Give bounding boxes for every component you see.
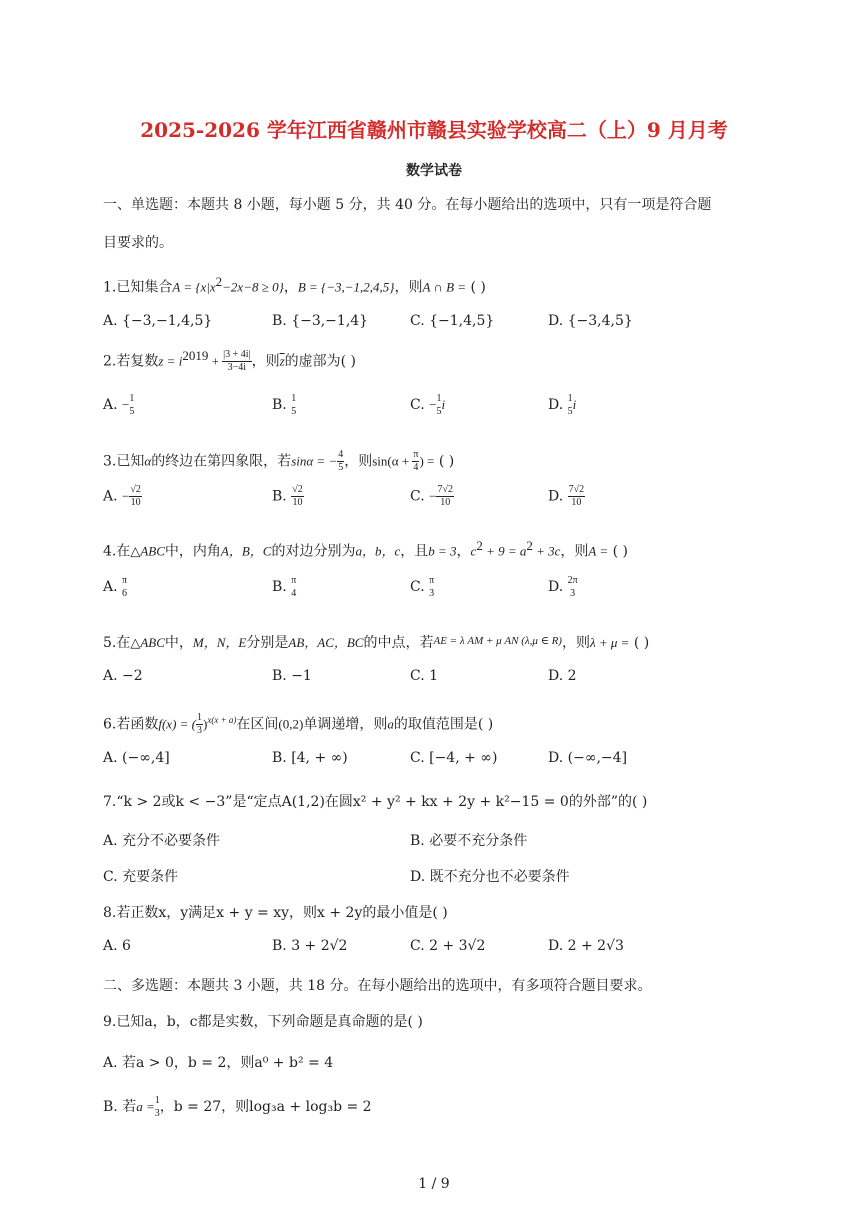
q3-a-den: 10 <box>130 497 141 508</box>
q4-expr: A = <box>588 543 609 559</box>
q6-interval: (0,2) <box>278 716 304 732</box>
q3-b-frac <box>291 484 304 509</box>
q1-expr: A ∩ B = <box>422 279 467 295</box>
q4-option-c <box>410 574 434 600</box>
q9-b-pre: B. 若 <box>103 1099 137 1115</box>
q2-option-b <box>272 392 296 418</box>
q2-z: z = i <box>158 353 183 369</box>
q4-eq: c <box>470 543 477 559</box>
q3-b-num: √2 <box>292 484 303 495</box>
q9-b-a: a = <box>136 1099 155 1114</box>
q1-sep: ， <box>283 279 298 296</box>
q3-d-frac <box>568 484 586 509</box>
q2-exp: 2019 <box>182 348 209 363</box>
q4-c-num: π <box>429 575 435 586</box>
q7-option-d: D. 既不充分也不必要条件 <box>410 869 570 885</box>
q2-c-i: i <box>441 397 446 412</box>
q6-mid: 在区间 <box>236 716 279 733</box>
page-subtitle: 数学试卷 <box>406 163 462 179</box>
q2-then: ，则 <box>251 353 280 370</box>
q4-d-num: 2π <box>567 575 578 586</box>
q6-frac <box>196 712 203 737</box>
q2-c-den: 5 <box>436 406 442 417</box>
q3-option-b <box>272 484 304 509</box>
q1-option-a: A. {−3,−1,4,5} <box>103 313 213 329</box>
q4-a-den: 6 <box>122 588 128 599</box>
q6-mid2: 单调递增，则 <box>303 716 388 733</box>
q2-den: 3−4i <box>227 362 247 374</box>
q8-option-d: D. 2 + 2√3 <box>548 938 624 954</box>
q4-paren: ( ) <box>608 543 628 560</box>
q3-prefix: 3.已知 <box>103 453 145 470</box>
q5-points: M，N，E <box>192 635 247 650</box>
q3-den: 5 <box>338 462 344 473</box>
q4-prefix: 4.在 <box>103 543 131 560</box>
q4-then: ，则 <box>560 543 589 560</box>
q6-den: 3 <box>197 725 203 736</box>
q4-b-num: π <box>291 575 297 586</box>
q2-option-d <box>548 392 576 418</box>
q4-option-d <box>548 574 578 600</box>
section-2-heading: 二、多选题：本题共 3 小题，共 18 分。在每小题给出的选项中，有多项符合题目要求。 <box>103 978 652 994</box>
question-6 <box>103 712 493 737</box>
q3-a-frac <box>129 484 142 509</box>
q3-close: ) = <box>419 453 435 469</box>
question-1 <box>103 274 486 297</box>
q1-set-a: A = {x|x <box>172 279 216 295</box>
q7-option-b: B. 必要不充分条件 <box>410 833 528 849</box>
q6-tail: 的取值范围是( ) <box>393 716 494 733</box>
q3-c-frac <box>436 484 454 509</box>
q9-b-post: ，b = 27，则log₃a + log₃b = 2 <box>159 1099 372 1115</box>
q9-option-b <box>103 1094 372 1120</box>
q2-prefix: 2.若复数 <box>103 353 159 370</box>
q8-option-a: A. 6 <box>103 938 131 954</box>
q4-b-den: 4 <box>291 588 297 599</box>
page-number: 1 / 9 <box>418 1176 450 1192</box>
q5-triangle: △ABC <box>130 635 165 650</box>
q3-expr: sin(α + <box>372 453 413 469</box>
q1-option-d: D. {−3,4,5} <box>548 313 633 329</box>
question-7: 7.“k > 2或k < −3”是“定点A(1,2)在圆x² + y² + kx + 2y + k²−15 = 0的外部”的( ) <box>103 794 648 810</box>
question-3 <box>103 449 454 474</box>
q4-a-label: A. <box>103 579 118 595</box>
q9-option-a: A. 若a > 0，b = 2，则a⁰ + b² = 4 <box>103 1055 334 1071</box>
q5-then: ，则 <box>561 635 590 651</box>
q7-option-c: C. 充要条件 <box>103 869 179 885</box>
q2-fraction <box>222 349 251 374</box>
q4-sup1: 2 <box>476 538 483 553</box>
q3-pnum: π <box>413 449 419 460</box>
q2-zbar: $\overline{z}$ <box>279 353 285 369</box>
q5-expr: λ + μ = <box>589 635 630 650</box>
q7-option-a: A. 充分不必要条件 <box>103 833 221 849</box>
q2-b-frac <box>291 392 296 418</box>
question-5 <box>103 632 649 652</box>
q3-num: 4 <box>338 449 344 460</box>
q3-c-den: 10 <box>440 497 451 508</box>
q3-pden: 4 <box>413 462 419 473</box>
q3-mid: 的终边在第四象限，若 <box>151 453 292 470</box>
q4-eq3: + 3c <box>532 543 561 559</box>
q2-c-num: 1 <box>436 393 442 404</box>
q3-d-label: D. <box>548 488 564 505</box>
q4-eq2: + 9 = a <box>482 543 527 559</box>
section-1-heading-line1: 一、单选题：本题共 8 小题，每小题 5 分，共 40 分。在每小题给出的选项中，只有一项是符合题 <box>103 197 712 213</box>
page-title: 2025-2026 学年江西省赣州市赣县实验学校高二（上）9 月月考 <box>140 118 728 142</box>
q6-num: 1 <box>197 712 203 723</box>
q1-then: ，则 <box>394 279 423 296</box>
q4-d-frac <box>568 574 578 600</box>
q3-option-a <box>103 484 142 509</box>
q4-sides: a，b，c <box>355 543 401 559</box>
q3-option-c <box>410 484 454 509</box>
q5-option-d: D. 2 <box>548 668 577 684</box>
q6-f: f(x) = ( <box>158 716 197 732</box>
q5-segments: AB，AC，BC <box>288 635 364 650</box>
q2-num: |3 + 4i| <box>223 349 251 361</box>
q3-then: ，则 <box>344 453 373 470</box>
q5-vector-expr: AE = λ AM + μ AN (λ,μ ∈ R) <box>433 635 562 647</box>
q9-b-den: 3 <box>154 1108 160 1119</box>
q2-c-label: C. <box>410 397 425 413</box>
q8-option-b: B. 3 + 2√2 <box>272 938 348 954</box>
q1-set-a2: −2x−8 ≥ 0} <box>222 279 284 295</box>
q6-prefix: 6.若函数 <box>103 716 159 733</box>
q4-b-frac <box>291 574 296 600</box>
q3-sin: sinα = − <box>291 453 338 469</box>
q2-c-sign: − <box>429 397 437 412</box>
q3-c-sign: − <box>429 488 437 504</box>
q5-paren: ( ) <box>629 635 650 651</box>
q5-mid3: 的中点，若 <box>363 635 434 651</box>
q6-a: a <box>387 716 394 732</box>
q6-option-d: D. (−∞,−4] <box>548 750 628 766</box>
q1-option-c: C. {−1,4,5} <box>410 313 495 329</box>
q3-c-label: C. <box>410 488 425 505</box>
question-2 <box>103 348 356 374</box>
q1-prefix: 1.已知集合 <box>103 279 173 296</box>
q2-d-den: 5 <box>567 406 573 417</box>
q2-d-i: i <box>572 397 577 412</box>
q5-option-c: C. 1 <box>410 668 439 684</box>
q2-a-den: 5 <box>129 406 135 417</box>
q6-close: ) <box>203 716 208 732</box>
q4-d-den: 3 <box>570 588 576 599</box>
q3-c-num: 7√2 <box>437 484 453 495</box>
q4-angles: A，B，C <box>220 543 272 559</box>
q5-mid: 中， <box>164 635 193 651</box>
q3-d-den: 10 <box>571 497 582 508</box>
q1-paren: ( ) <box>466 279 486 296</box>
q9-b-num: 1 <box>154 1095 160 1106</box>
q4-c-frac <box>429 574 434 600</box>
q3-a-label: A. <box>103 488 118 505</box>
q6-option-a: A. (−∞,4] <box>103 750 170 766</box>
q3-option-d <box>548 484 585 509</box>
q4-sup2: 2 <box>526 538 533 553</box>
q3-alpha: α <box>144 453 152 469</box>
q4-c-label: C. <box>410 579 425 595</box>
question-8: 8.若正数x，y满足x + y = xy，则x + 2y的最小值是( ) <box>103 905 448 921</box>
q3-paren: ( ) <box>434 453 455 470</box>
q1-set-b: B = {−3,−1,2,4,5} <box>297 279 395 295</box>
q4-c-den: 3 <box>429 588 435 599</box>
q4-b-label: B. <box>272 579 287 595</box>
q2-a-num: 1 <box>129 393 135 404</box>
q4-option-a <box>103 574 127 600</box>
q4-mid: 中，内角 <box>164 543 221 560</box>
q2-a-frac <box>129 392 134 418</box>
q2-b-label: B. <box>272 397 287 413</box>
q4-d-label: D. <box>548 579 564 595</box>
q3-d-num: 7√2 <box>568 484 585 495</box>
q2-a-label: A. <box>103 397 118 413</box>
q4-b: b = 3 <box>428 543 457 559</box>
q2-d-num: 1 <box>567 393 573 404</box>
q3-a-sign: − <box>122 488 130 504</box>
q2-d-label: D. <box>548 397 564 413</box>
q1-option-b: B. {−3,−1,4} <box>272 313 369 329</box>
q2-a-sign: − <box>122 397 130 412</box>
q4-mid3: ，且 <box>400 543 429 560</box>
q2-b-num: 1 <box>291 393 297 404</box>
q4-sep: ， <box>456 543 471 560</box>
q3-b-label: B. <box>272 488 287 505</box>
q6-option-c: C. [−4, + ∞) <box>410 750 498 766</box>
q6-exp: x(x + a) <box>207 714 237 725</box>
q3-b-den: 10 <box>292 497 303 508</box>
q4-option-b <box>272 574 296 600</box>
q4-mid2: 的对边分别为 <box>271 543 356 560</box>
question-4 <box>103 538 628 561</box>
q4-a-num: π <box>122 575 128 586</box>
q2-option-a <box>103 392 134 418</box>
q3-a-num: √2 <box>130 484 141 495</box>
q5-option-a: A. −2 <box>103 668 143 684</box>
q4-a-frac <box>122 574 127 600</box>
q5-prefix: 5.在 <box>103 635 131 651</box>
question-9: 9.已知a，b，c都是实数，下列命题是真命题的是( ) <box>103 1014 423 1030</box>
q8-option-c: C. 2 + 3√2 <box>410 938 486 954</box>
q2-option-c <box>410 392 445 418</box>
q2-b-den: 5 <box>291 406 297 417</box>
section-1-heading-line2: 目要求的。 <box>103 235 173 251</box>
q1-sup: 2 <box>215 274 223 289</box>
q2-plus: + <box>208 353 223 369</box>
q4-triangle: △ABC <box>130 543 165 559</box>
q5-mid2: 分别是 <box>246 635 289 651</box>
q5-option-b: B. −1 <box>272 668 312 684</box>
q6-option-b: B. [4, + ∞) <box>272 750 348 766</box>
q2-tail: 的虚部为( ) <box>284 353 357 370</box>
